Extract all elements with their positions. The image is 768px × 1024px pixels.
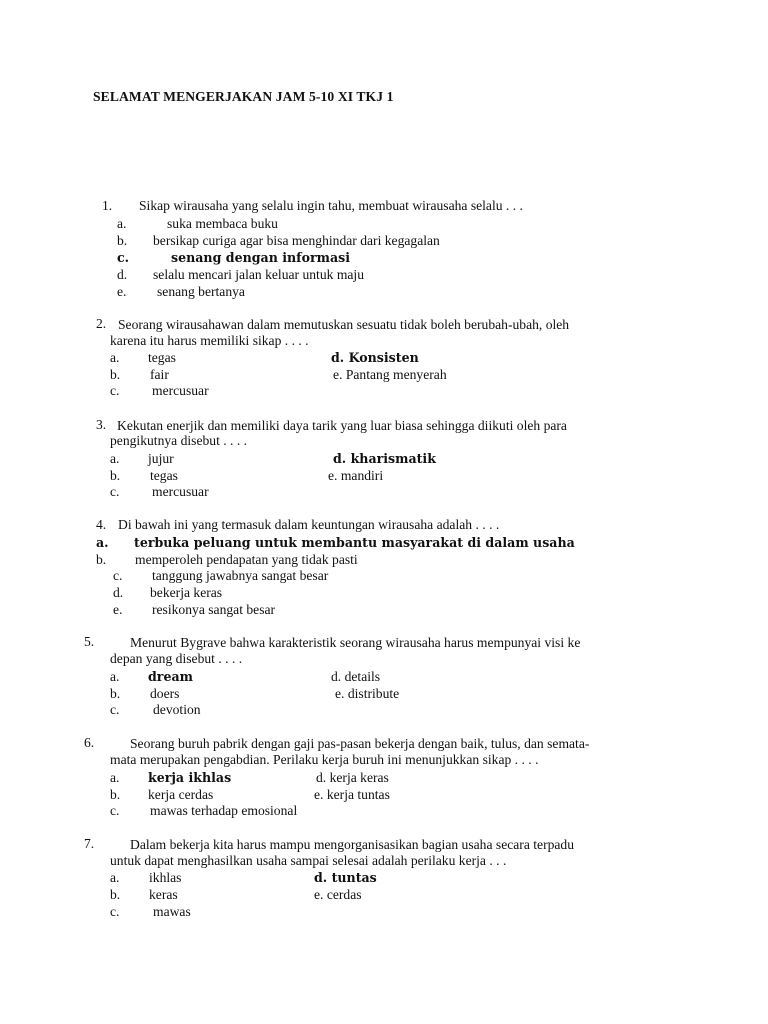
- option-letter: b.: [110, 887, 121, 902]
- question-number: 2.: [96, 316, 107, 331]
- option-text: selalu mencari jalan keluar untuk maju: [153, 267, 365, 282]
- question-number: 3.: [96, 417, 107, 432]
- option-text: doers: [150, 686, 180, 701]
- option-letter: a.: [110, 770, 120, 785]
- option-d[interactable]: d. kerja keras: [316, 770, 389, 785]
- question-text: Seorang buruh pabrik dengan gaji pas-pasan bekerja dengan baik, tulus, dan semata-: [130, 736, 590, 751]
- option-letter: c.: [110, 484, 120, 499]
- option-letter: a.: [96, 535, 109, 550]
- option-letter: e.: [117, 284, 127, 299]
- option-letter: d.: [113, 585, 124, 600]
- question-number: 1.: [102, 198, 113, 213]
- question-number: 5.: [84, 634, 95, 649]
- option-text: resikonya sangat besar: [152, 602, 276, 617]
- option-text: senang dengan informasi: [171, 250, 350, 265]
- question-number: 4.: [96, 517, 107, 532]
- question-text: Kekutan enerjik dan memiliki daya tarik yang luar biasa sehingga diikuti oleh para: [117, 418, 567, 433]
- option-text: tegas: [150, 468, 178, 483]
- option-text: mercusuar: [152, 383, 209, 398]
- option-text: tanggung jawabnya sangat besar: [152, 568, 329, 583]
- question-number: 6.: [84, 735, 95, 750]
- option-text: kerja ikhlas: [148, 770, 232, 785]
- option-text: mawas: [153, 904, 191, 919]
- option-text: memperoleh pendapatan yang tidak pasti: [135, 552, 358, 567]
- option-letter: c.: [110, 702, 120, 717]
- question-text-cont: pengikutnya disebut . . . .: [110, 433, 248, 448]
- option-letter: a.: [110, 870, 120, 885]
- option-text: mawas terhadap emosional: [150, 803, 298, 818]
- option-letter: a.: [110, 350, 120, 365]
- question-text-cont: untuk dapat menghasilkan usaha sampai selesai adalah perilaku kerja . . .: [110, 853, 507, 868]
- question-text: Dalam bekerja kita harus mampu mengorganisasikan bagian usaha secara terpadu: [130, 837, 575, 852]
- option-text: suka membaca buku: [167, 216, 278, 231]
- option-letter: b.: [110, 468, 121, 483]
- option-text: fair: [150, 367, 169, 382]
- option-letter: a.: [110, 669, 120, 684]
- option-letter: c.: [110, 904, 120, 919]
- question-text-cont: depan yang disebut . . . .: [110, 651, 243, 666]
- option-text: terbuka peluang untuk membantu masyarakat di dalam usaha: [134, 535, 575, 550]
- option-letter: b.: [110, 367, 121, 382]
- option-text: keras: [149, 887, 178, 902]
- question-text: Sikap wirausaha yang selalu ingin tahu, membuat wirausaha selalu . . .: [139, 198, 523, 213]
- option-d[interactable]: d. details: [331, 669, 381, 684]
- option-letter: b.: [110, 686, 121, 701]
- question-text: Seorang wirausahawan dalam memutuskan sesuatu tidak boleh berubah-ubah, oleh: [118, 317, 570, 332]
- option-text: kerja cerdas: [148, 787, 214, 802]
- option-text: tegas: [148, 350, 176, 365]
- option-text: bekerja keras: [150, 585, 223, 600]
- option-letter: b.: [96, 552, 107, 567]
- option-text: mercusuar: [152, 484, 209, 499]
- option-letter: c.: [117, 250, 130, 265]
- option-e[interactable]: e. Pantang menyerah: [333, 367, 447, 382]
- page-title: SELAMAT MENGERJAKAN JAM 5-10 XI TKJ 1: [93, 89, 394, 104]
- option-e[interactable]: e. mandiri: [328, 468, 384, 483]
- option-d-selected[interactable]: d. kharismatik: [333, 451, 436, 466]
- option-d-selected[interactable]: d. Konsisten: [331, 350, 419, 365]
- option-letter: a.: [117, 216, 127, 231]
- option-letter: a.: [110, 451, 120, 466]
- question-text-cont: mata merupakan pengabdian. Perilaku kerja buruh ini menunjukkan sikap . . . .: [110, 752, 539, 767]
- option-e[interactable]: e. cerdas: [314, 887, 362, 902]
- option-text: bersikap curiga agar bisa menghindar dari kegagalan: [153, 233, 440, 248]
- option-text: devotion: [153, 702, 201, 717]
- option-d-selected[interactable]: d. tuntas: [314, 870, 377, 885]
- option-letter: c.: [113, 568, 123, 583]
- option-e[interactable]: e. kerja tuntas: [314, 787, 390, 802]
- question-text: Menurut Bygrave bahwa karakteristik seorang wirausaha harus mempunyai visi ke: [130, 635, 581, 650]
- question-text: Di bawah ini yang termasuk dalam keuntungan wirausaha adalah . . . .: [118, 517, 500, 532]
- option-letter: e.: [113, 602, 123, 617]
- option-letter: d.: [117, 267, 128, 282]
- option-letter: b.: [110, 787, 121, 802]
- question-text-cont: karena itu harus memiliki sikap . . . .: [110, 333, 309, 348]
- option-letter: c.: [110, 383, 120, 398]
- option-text: jujur: [148, 451, 174, 466]
- question-number: 7.: [84, 836, 95, 851]
- option-text: ikhlas: [149, 870, 182, 885]
- option-e[interactable]: e. distribute: [335, 686, 400, 701]
- option-letter: b.: [117, 233, 128, 248]
- option-text: senang bertanya: [157, 284, 245, 299]
- option-letter: c.: [110, 803, 120, 818]
- option-text: dream: [148, 669, 193, 684]
